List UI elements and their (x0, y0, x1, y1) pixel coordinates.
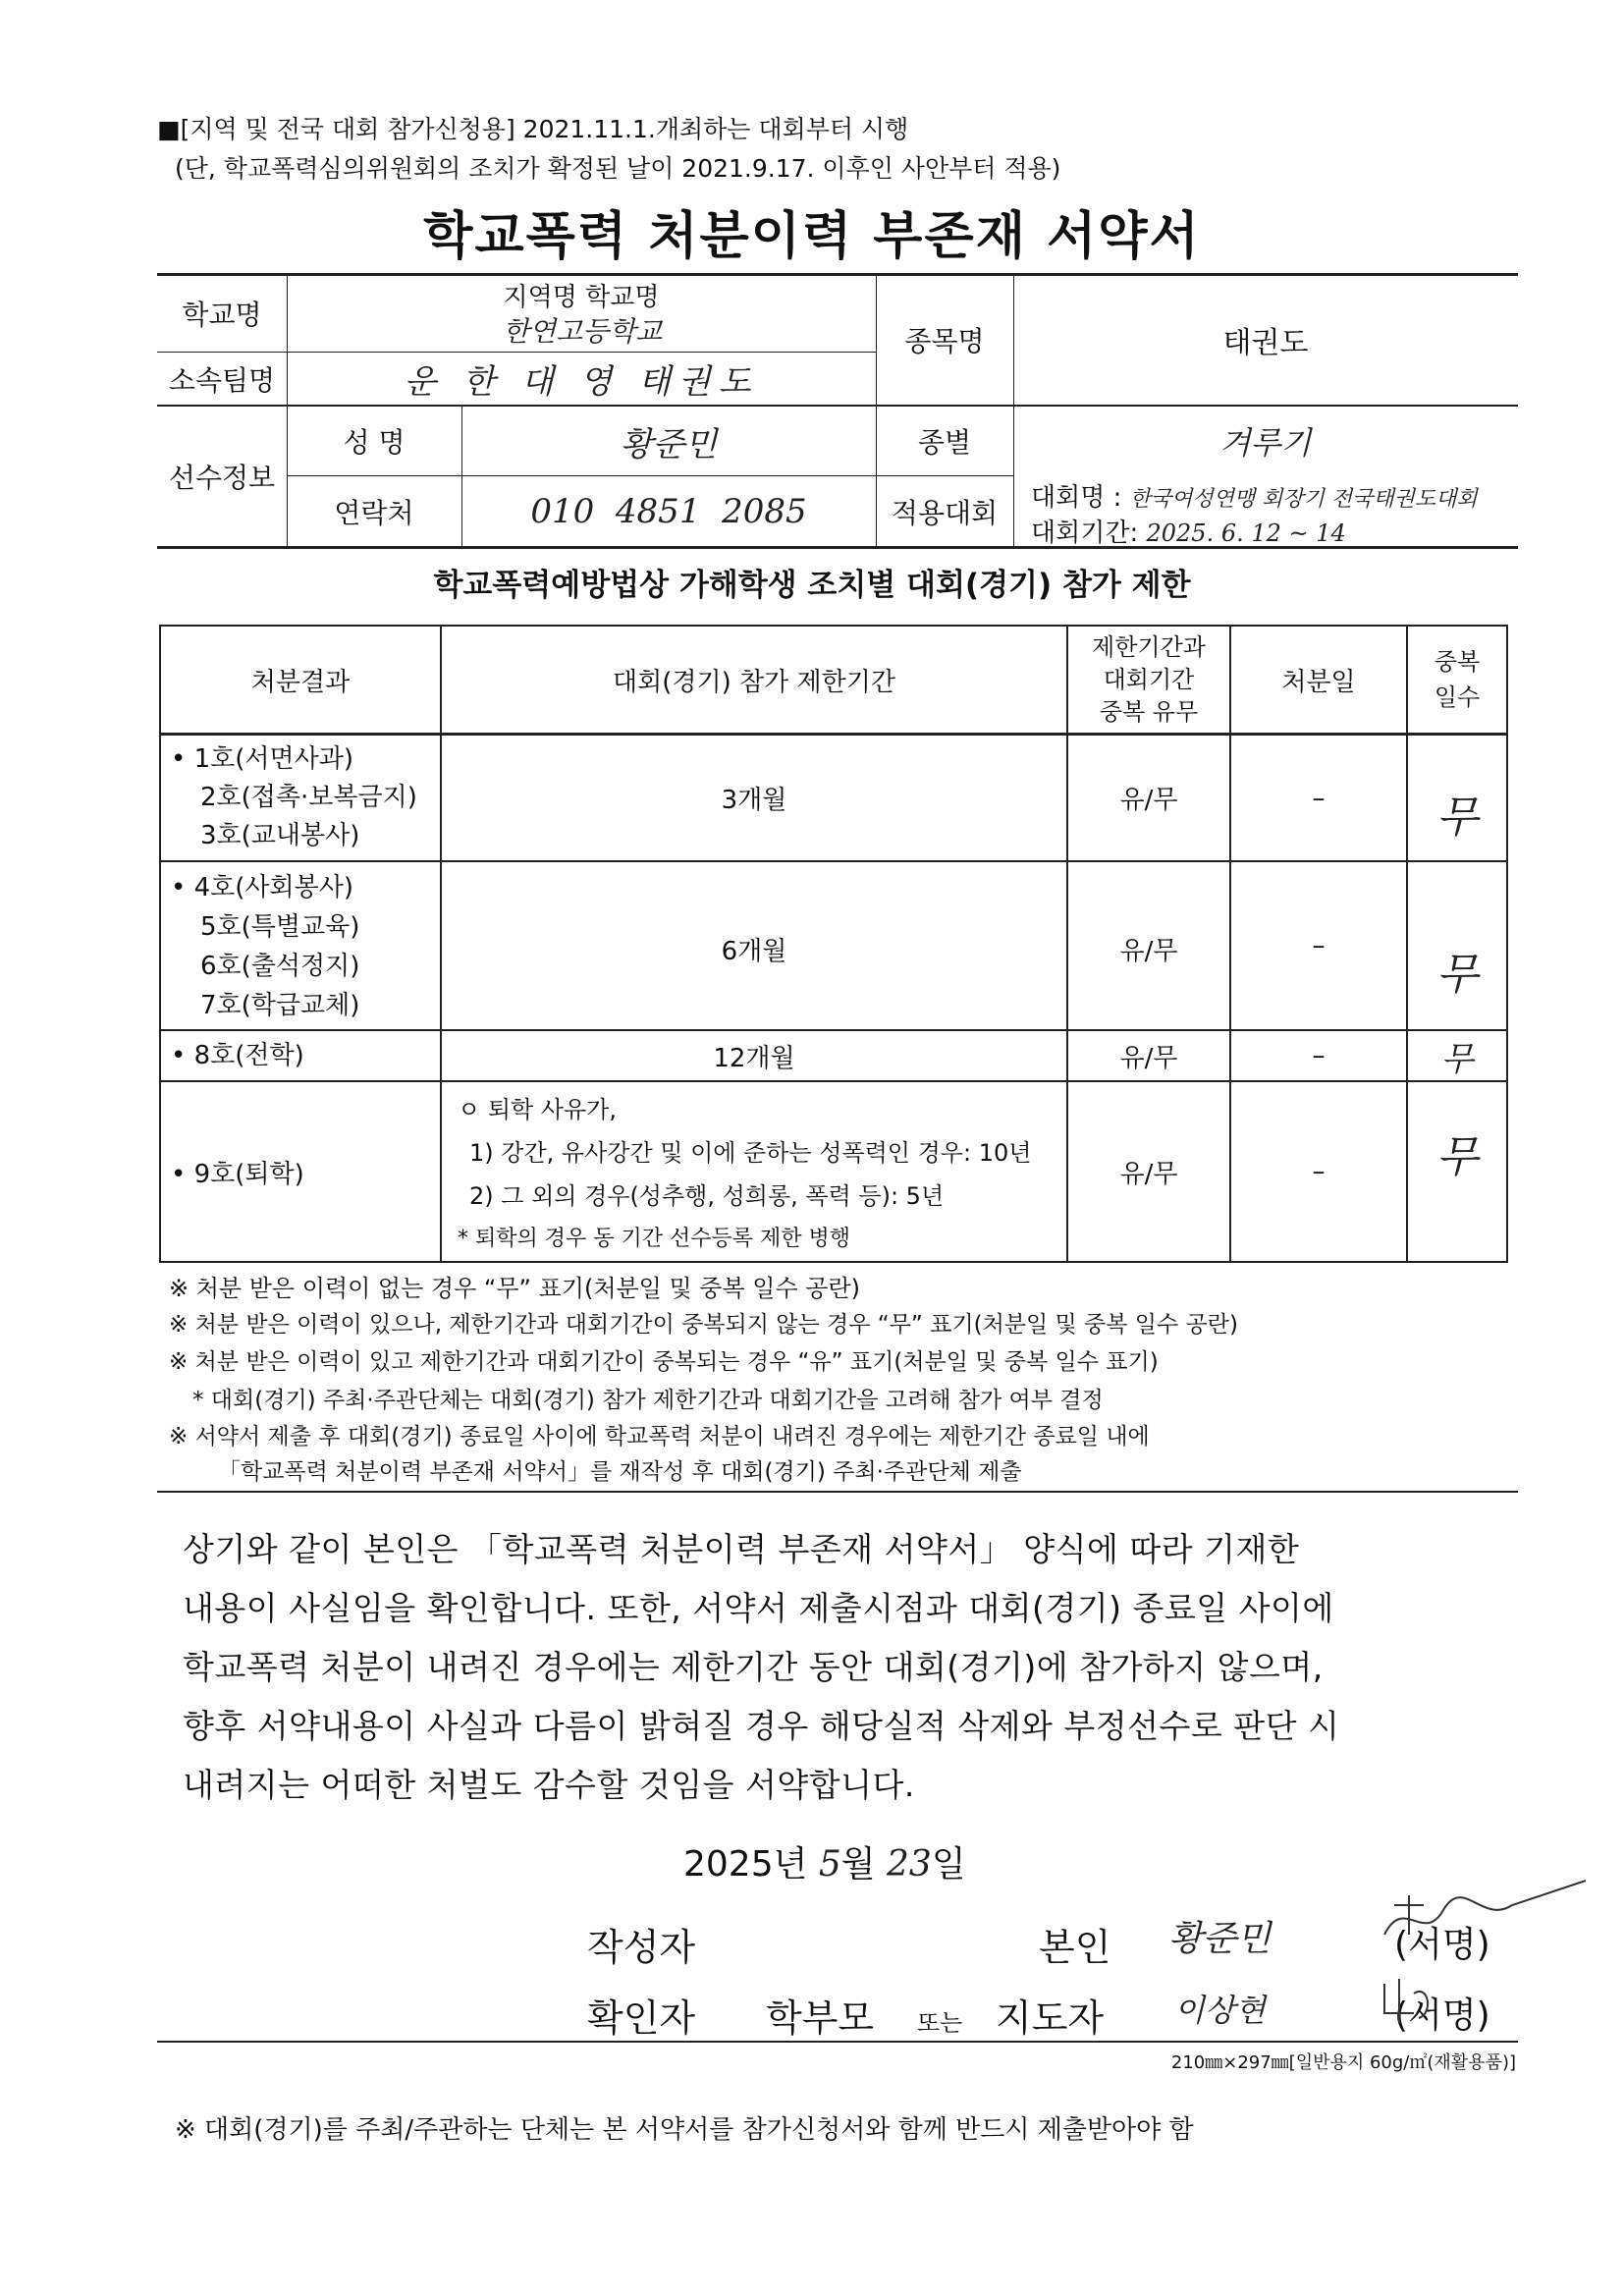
competition-label: 적용대회 (891, 496, 999, 529)
header-overlap (1068, 627, 1229, 733)
team-label: 소속팀명 (168, 363, 276, 397)
pledge-line-5: 내려지는 어떠한 처벌도 감수할 것임을 서약합니다. (183, 1766, 915, 1804)
contact-label: 연락처 (334, 496, 414, 529)
table-row-item (171, 947, 359, 986)
date-year: 2025년 (683, 1844, 808, 1885)
row1-overlap: 유/무 (1119, 786, 1178, 815)
event-label: 종목명 (904, 325, 985, 357)
paper-spec: 210㎜×297㎜[일반용지 60g/㎡(재활용품)] (1170, 2052, 1516, 2073)
row3-period: 12개월 (713, 1043, 795, 1073)
row4-period-line3: 2) 그 외의 경우(성추행, 성희롱, 폭력 등): 5년 (469, 1182, 945, 1210)
row2-date: – (1312, 931, 1326, 960)
table-row-item (171, 779, 417, 817)
table-row-item (171, 907, 359, 947)
table-row-item: • 4호(사회봉사) (171, 873, 354, 902)
row2-item3: 6호(출석정지) (200, 952, 360, 981)
row2-item1: 4호(사회봉사) (193, 873, 354, 902)
row1-item1: 1호(서면사과) (193, 744, 354, 774)
note-5: ※ 서약서 제출 후 대회(경기) 종료일 사이에 학교폭력 처분이 내려진 경우에는 제한기간 종료일 내에 (169, 1424, 1150, 1449)
row4-period-line1: ㅇ 퇴학 사유가, (458, 1096, 617, 1123)
pledge-line-1: 상기와 같이 본인은 「학교폭력 처분이력 부존재 서약서」 양식에 따라 기재한 (183, 1530, 1300, 1568)
contact-value: 010 4851 2085 (530, 491, 807, 531)
header-date: 처분일 (1281, 667, 1356, 697)
date-day-unit: 일 (931, 1844, 966, 1885)
row2-item2: 5호(특별교육) (200, 912, 360, 942)
parent-label: 학부모 (766, 1996, 875, 2040)
category-label: 종별 (917, 426, 972, 459)
row1-item2: 2호(접촉·보복금지) (200, 783, 417, 812)
team-value: 운 한 대 영 태권도 (404, 362, 759, 402)
row3-item1: 8호(전학) (193, 1041, 304, 1070)
row4-period-line4: * 퇴학의 경우 동 기간 선수등록 제한 병행 (458, 1227, 850, 1251)
pledge-line-2: 내용이 사실임을 확인합니다. 또한, 서약서 제출시점과 대회(경기) 종료일 사이에 (183, 1589, 1334, 1627)
competition-period-label: 대회기간: (1031, 519, 1139, 548)
row1-days: 무 (1435, 792, 1479, 843)
pledge-line-4: 향후 서약내용이 사실과 다름이 밝혀질 경우 해당실적 삭제와 부정선수로 판단 시 (183, 1707, 1340, 1745)
row4-overlap: 유/무 (1119, 1159, 1178, 1189)
table-row-item (171, 817, 417, 855)
row2-overlap: 유/무 (1119, 937, 1178, 966)
name-value: 황준민 (620, 424, 718, 465)
name-label: 성 명 (343, 426, 406, 459)
page-title: 학교폭력 처분이력 부존재 서약서 (423, 207, 1201, 266)
row1-item3: 3호(교내봉사) (200, 821, 360, 850)
writer-label: 작성자 (587, 1926, 696, 1969)
confirm-label: 확인자 (587, 1996, 696, 2040)
header-days (1408, 627, 1506, 733)
table-row-item: • 8호(전학) (171, 1041, 304, 1070)
row3-items (171, 1037, 304, 1074)
header-overlap-line3: 중복 유무 (1099, 697, 1199, 726)
event-value: 태권도 (1222, 326, 1309, 360)
header-days-line2: 일수 (1434, 683, 1481, 711)
header-result: 처분결과 (250, 667, 351, 697)
row4-date: – (1312, 1157, 1326, 1186)
row1-period: 3개월 (721, 786, 787, 815)
coach-signature-mark (1375, 1974, 1453, 2033)
category-value: 겨루기 (1219, 424, 1312, 462)
row4-items (171, 1082, 304, 1261)
coach-sign-label: (서명) (1394, 1995, 1490, 2036)
row2-days: 무 (1435, 950, 1479, 1000)
competition-name-value: 한국여성연맹 회장기 전국태권도대회 (1129, 487, 1478, 511)
self-signature-mark (1365, 1876, 1591, 1954)
competition-period-row (1031, 513, 1516, 546)
row3-date: – (1312, 1041, 1326, 1070)
row3-overlap: 유/무 (1119, 1043, 1178, 1073)
header-overlap-line2: 대회기간 (1103, 665, 1195, 693)
competition-name-row (1031, 477, 1516, 511)
row3-days: 무 (1440, 1039, 1474, 1079)
note-3: ※ 처분 받은 이력이 있고 제한기간과 대회기간이 중복되는 경우 “유” 표기(처분일 및 중복 일수 표기) (169, 1349, 1159, 1375)
school-hint: 지역명 학교명 (503, 282, 660, 312)
date-month: 5 (818, 1844, 841, 1885)
self-name: 황준민 (1168, 1919, 1272, 1959)
row2-items (171, 868, 359, 1025)
date-day: 23 (887, 1844, 932, 1885)
school-label: 학교명 (182, 299, 262, 331)
header-period: 대회(경기) 참가 제한기간 (613, 667, 895, 697)
row2-item4: 7호(학급교체) (200, 991, 360, 1020)
table-row-item (171, 986, 359, 1025)
row2-period: 6개월 (721, 937, 787, 966)
pledge-line-3: 학교폭력 처분이 내려진 경우에는 제한기간 동안 대회(경기)에 참가하지 않으며, (183, 1648, 1324, 1686)
table-row-item: • 9호(퇴학) (171, 1159, 304, 1189)
row4-item1: 9호(퇴학) (193, 1159, 304, 1189)
coach-name: 이상현 (1174, 1992, 1266, 2029)
row1-items (171, 740, 417, 855)
notice-line-1: ■[지역 및 전국 대회 참가신청용] 2021.11.1.개최하는 대회부터 시행 (157, 115, 909, 143)
self-sign-label: (서명) (1394, 1925, 1490, 1965)
note-6: 「학교폭력 처분이력 부존재 서약서」를 재작성 후 대회(경기) 주최·주관단체 제출 (218, 1459, 1022, 1485)
row4-period (458, 1088, 1062, 1261)
notice-line-2: (단, 학교폭력심의위원회의 조치가 확정된 날이 2021.9.17. 이후인 사안부터 적용) (175, 154, 1061, 183)
competition-period-value: 2025. 6. 12 ~ 14 (1146, 519, 1346, 547)
section-title: 학교폭력예방법상 가해학생 조치별 대회(경기) 참가 제한 (433, 568, 1191, 603)
signing-date (683, 1836, 966, 1886)
school-value: 한연고등학교 (503, 315, 663, 348)
header-days-line1: 중복 (1434, 648, 1481, 676)
bottom-note: ※ 대회(경기)를 주최/주관하는 단체는 본 서약서를 참가신청서와 함께 반드시 제출받아야 함 (175, 2115, 1194, 2145)
date-month-unit: 월 (840, 1844, 876, 1885)
note-4: * 대회(경기) 주최·주관단체는 대회(경기) 참가 제한기간과 대회기간을 고려해 참가 여부 결정 (192, 1388, 1104, 1413)
note-2: ※ 처분 받은 이력이 있으나, 제한기간과 대회기간이 중복되지 않는 경우 “무” 표기(처분일 및 중복 일수 공란) (169, 1312, 1238, 1338)
self-label: 본인 (1039, 1926, 1111, 1969)
coach-label: 지도자 (996, 1996, 1105, 2040)
row1-date: – (1312, 783, 1326, 813)
table-row-item: • 1호(서면사과) (171, 744, 354, 774)
row4-period-line2: 1) 강간, 유사강간 및 이에 준하는 성폭력인 경우: 10년 (469, 1139, 1032, 1167)
note-1: ※ 처분 받은 이력이 없는 경우 “무” 표기(처분일 및 중복 일수 공란) (169, 1275, 861, 1302)
row4-days: 무 (1435, 1132, 1479, 1182)
competition-name-label: 대회명 : (1031, 483, 1122, 511)
athlete-info-label: 선수정보 (168, 462, 276, 494)
header-overlap-line1: 제한기간과 (1092, 632, 1206, 661)
or-label: 또는 (917, 2009, 963, 2037)
